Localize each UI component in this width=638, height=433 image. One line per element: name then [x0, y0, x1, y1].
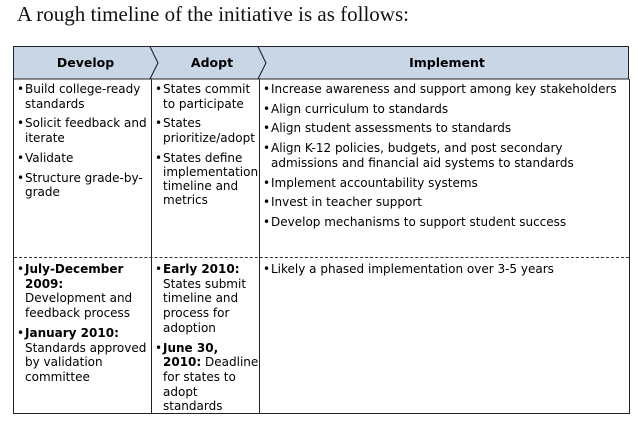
list-item: • Align K-12 policies, budgets, and post secondary admissions and financial aid systems to standards — [263, 141, 625, 170]
implement-timeline — [263, 262, 625, 282]
timeline-body — [13, 79, 630, 414]
list-item: • Likely a phased implementation over 3-5 years — [263, 262, 625, 277]
list-item: • Invest in teacher support — [263, 195, 625, 210]
list-item: • Develop mechanisms to support student success — [263, 215, 625, 230]
list-item: • Build college-ready standards — [17, 82, 150, 111]
milestone-date: June 30, 2010: — [163, 340, 219, 370]
intro-text: A rough timeline of the initiative is as follows: — [17, 2, 409, 26]
milestone-date: January 2010: — [25, 325, 119, 340]
milestone-date: July-December 2009: — [25, 262, 124, 291]
list-item: • Implement accountability systems — [263, 176, 625, 191]
milestone-text: Deadline for states to adopt standards — [163, 355, 259, 414]
adopt-header: Adopt — [190, 55, 234, 70]
list-item: • Align curriculum to standards — [263, 102, 625, 117]
list-item: • Structure grade-by-grade — [17, 171, 150, 200]
milestone-text: Standards approved by validation committee — [25, 340, 147, 384]
list-item: • Increase awareness and support among key stakeholders — [263, 82, 625, 97]
list-item: • Solicit feedback and iterate — [17, 116, 150, 145]
develop-activities — [17, 82, 150, 205]
phase-divider — [14, 257, 629, 258]
milestone-text: Development and feedback process — [25, 291, 133, 321]
list-item: • States prioritize/adopt — [155, 116, 259, 145]
develop-header: Develop — [56, 55, 115, 70]
implement-activities — [263, 82, 625, 235]
list-item — [155, 262, 259, 336]
list-item — [17, 262, 150, 321]
column-divider — [259, 79, 260, 413]
develop-timeline — [17, 262, 150, 390]
list-item — [155, 341, 259, 415]
timeline-diagram — [13, 46, 630, 415]
adopt-activities — [155, 82, 259, 212]
milestone-date: Early 2010: — [163, 262, 240, 276]
milestone-text: States submit timeline and process for adoption — [163, 276, 247, 335]
implement-header: Implement — [409, 55, 485, 70]
list-item: • States define implementation timeline and metrics — [155, 151, 259, 207]
list-item: • Validate — [17, 151, 150, 166]
list-item: • Align student assessments to standards — [263, 121, 625, 136]
column-divider — [151, 79, 152, 413]
adopt-timeline — [155, 262, 259, 419]
list-item — [17, 326, 150, 385]
list-item: • States commit to participate — [155, 82, 259, 111]
